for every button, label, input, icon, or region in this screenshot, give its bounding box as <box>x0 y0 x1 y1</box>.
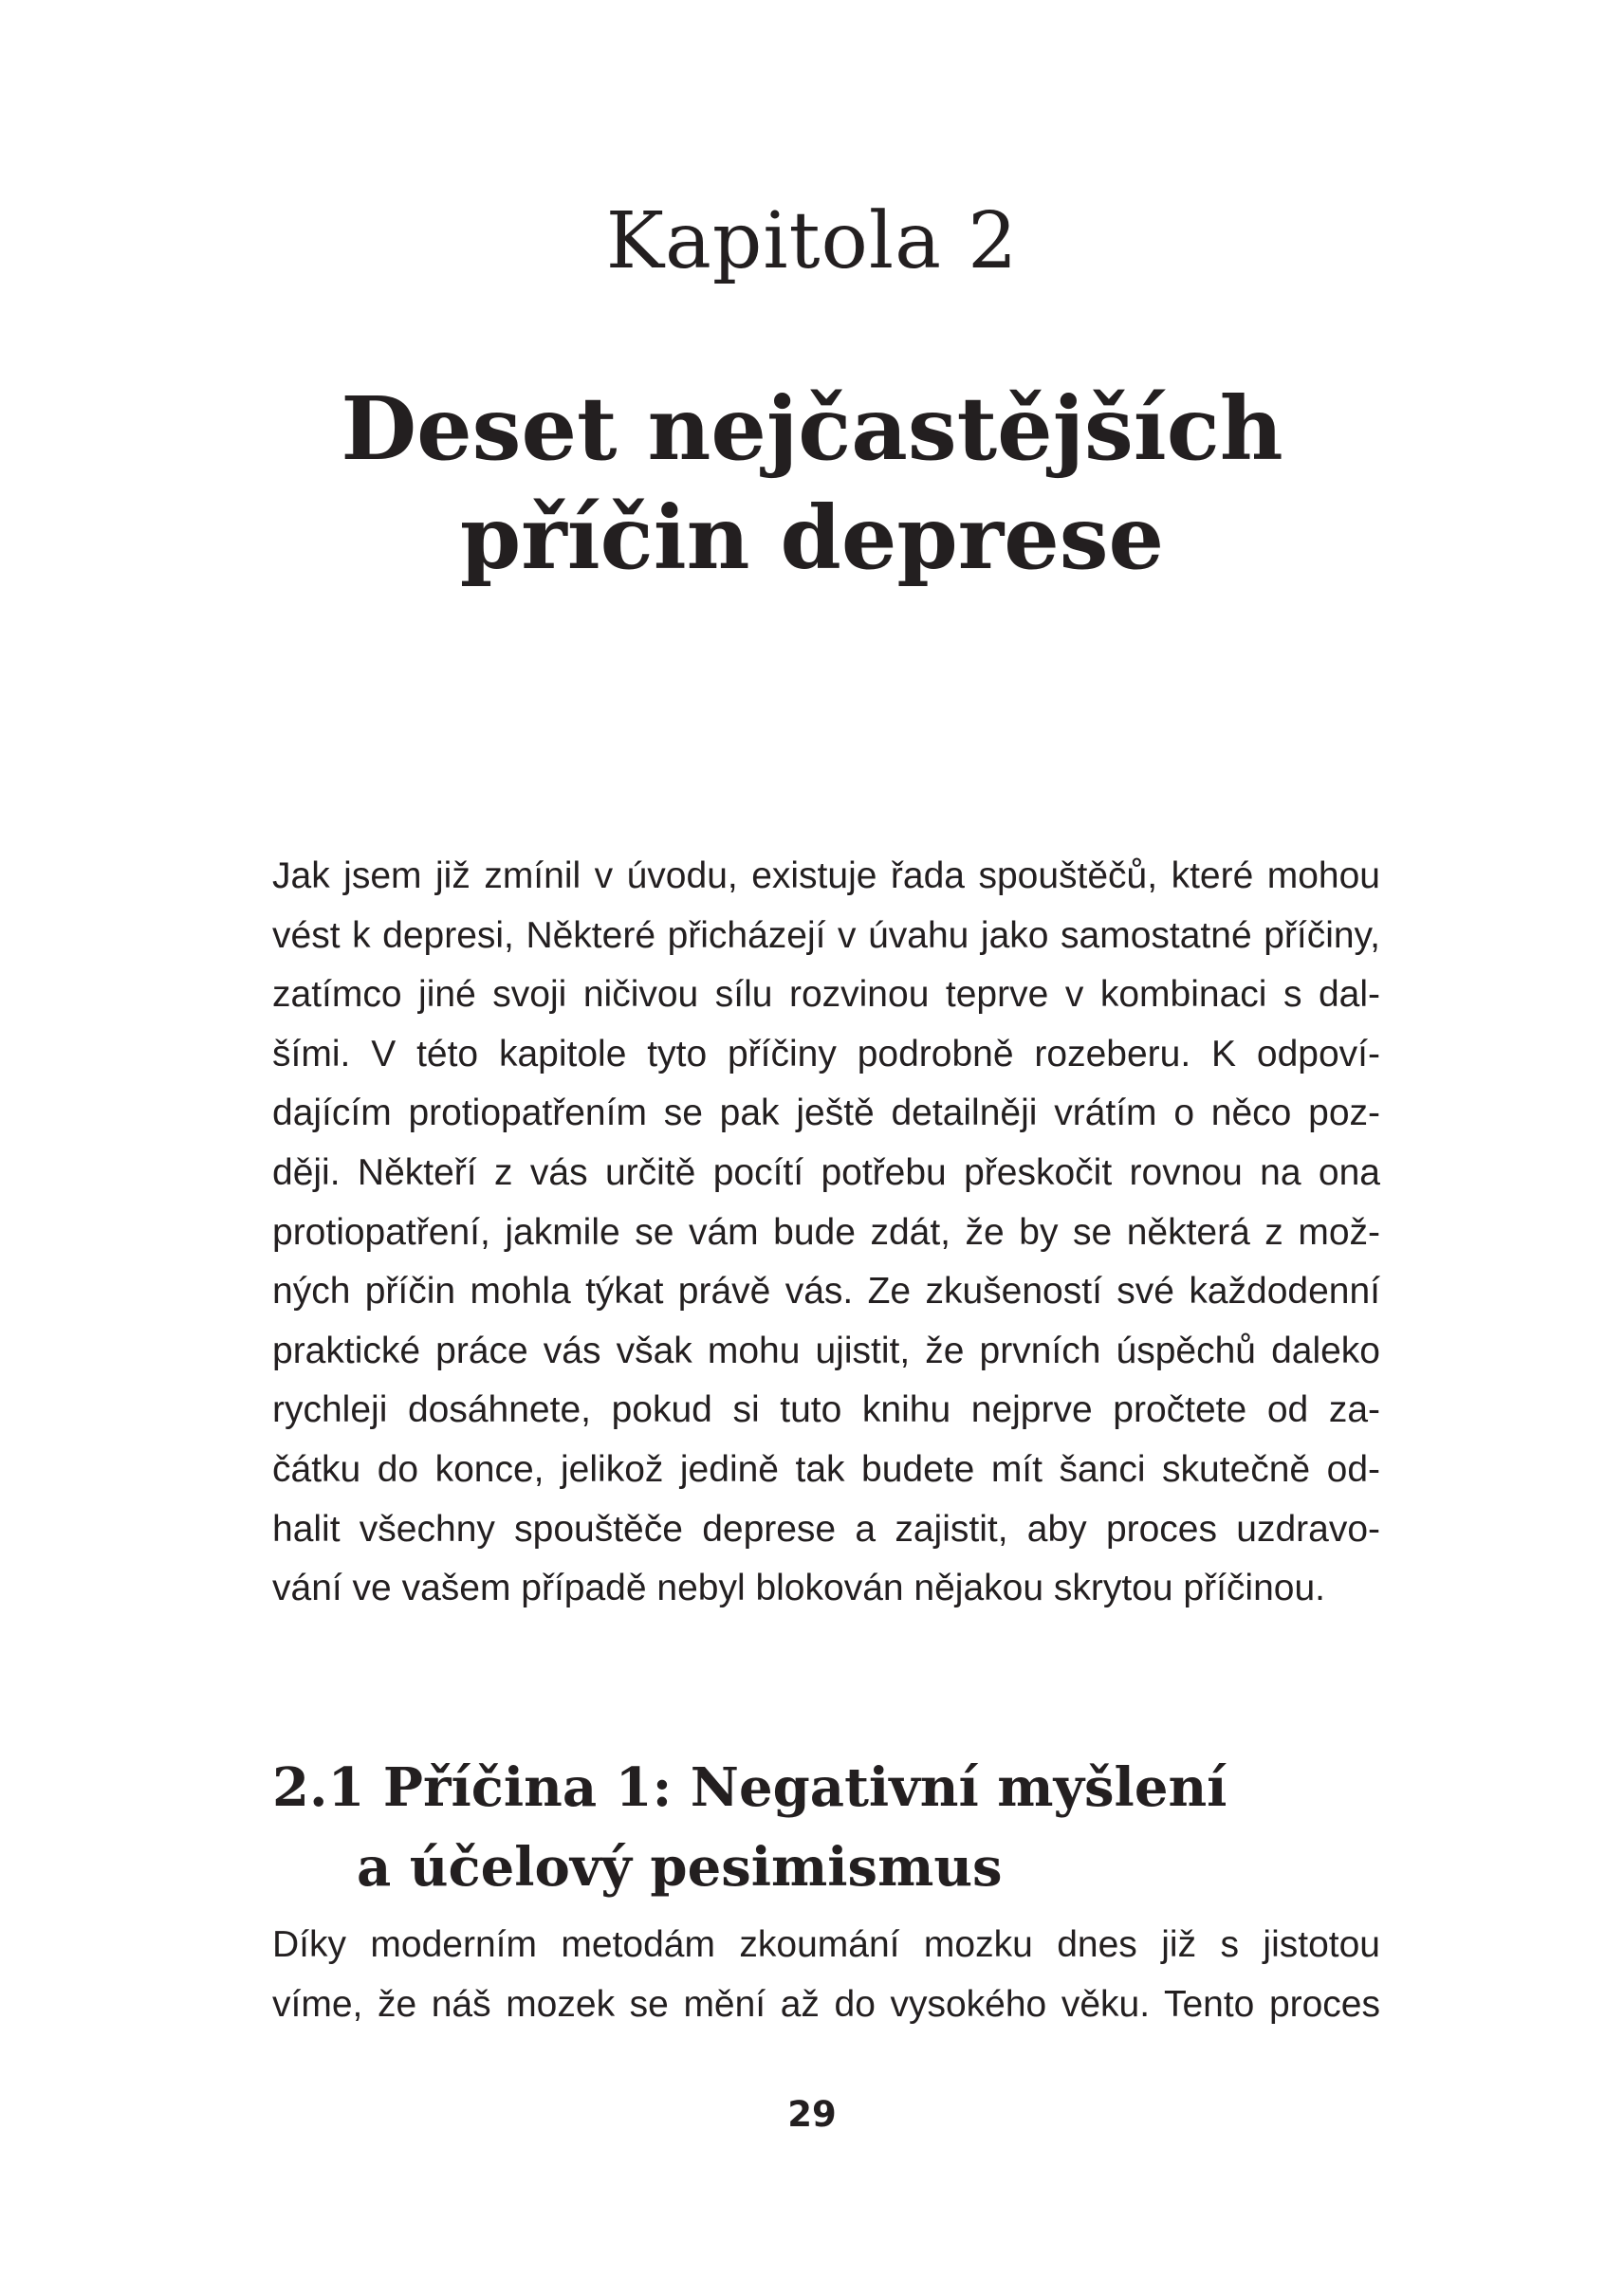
text-line: halit všechny spouštěče deprese a zajistit, aby proces uzdravo- <box>272 1508 1380 1550</box>
text-line: protiopatření, jakmile se vám bude zdát, že by se některá z mož- <box>272 1211 1380 1253</box>
text-line: víme, že náš mozek se mění až do vysokého věku. Tento proces <box>272 1983 1380 2025</box>
text-line: zatímco jiné svoji ničivou sílu rozvinou teprve v kombinaci s dal- <box>272 974 1380 1016</box>
chapter-title-line: Deset nejčastějších <box>341 377 1283 480</box>
section-heading-line: a účelový pesimismus <box>357 1836 1003 1899</box>
text-line: vání ve vašem případě nebyl blokován nějakou skrytou příčinou. <box>272 1568 1325 1609</box>
text-line: rychleji dosáhnete, pokud si tuto knihu nejprve pročtete od za- <box>272 1389 1380 1431</box>
text-line: Díky moderním metodám zkoumání mozku dnes již s jistotou <box>272 1924 1380 1965</box>
text-line: dajícím protiopatřením se pak ještě detailněji vrátím o něco poz- <box>272 1093 1380 1134</box>
text-line: vést k depresi, Některé přicházejí v úvahu jako samostatné příčiny, <box>272 914 1380 956</box>
text-line: čátku do konce, jelikož jedině tak budete mít šanci skutečně od- <box>272 1448 1380 1490</box>
chapter-title-line: příčin deprese <box>459 487 1165 589</box>
text-line: praktické práce vás však mohu ujistit, že prvních úspěchů daleko <box>272 1330 1380 1371</box>
text-line: Jak jsem již zmínil v úvodu, existuje řada spouštěčů, které mohou <box>272 855 1380 896</box>
intro-paragraph <box>272 847 1380 1619</box>
text-line: ději. Někteří z vás určitě pocítí potřebu přeskočit rovnou na ona <box>272 1151 1380 1193</box>
text-line: ných příčin mohla týkat právě vás. Ze zkušeností své každodenní <box>272 1271 1380 1313</box>
section-heading <box>272 1748 1411 1907</box>
page-number: 29 <box>787 2094 837 2135</box>
chapter-title <box>0 375 1624 593</box>
section-paragraph <box>272 1916 1380 2034</box>
text-line: šími. V této kapitole tyto příčiny podrobně rozeberu. K odpoví- <box>272 1033 1380 1075</box>
chapter-label: Kapitola 2 <box>605 196 1019 286</box>
section-heading-line: 2.1 Příčina 1: Negativní myšlení <box>272 1756 1227 1819</box>
